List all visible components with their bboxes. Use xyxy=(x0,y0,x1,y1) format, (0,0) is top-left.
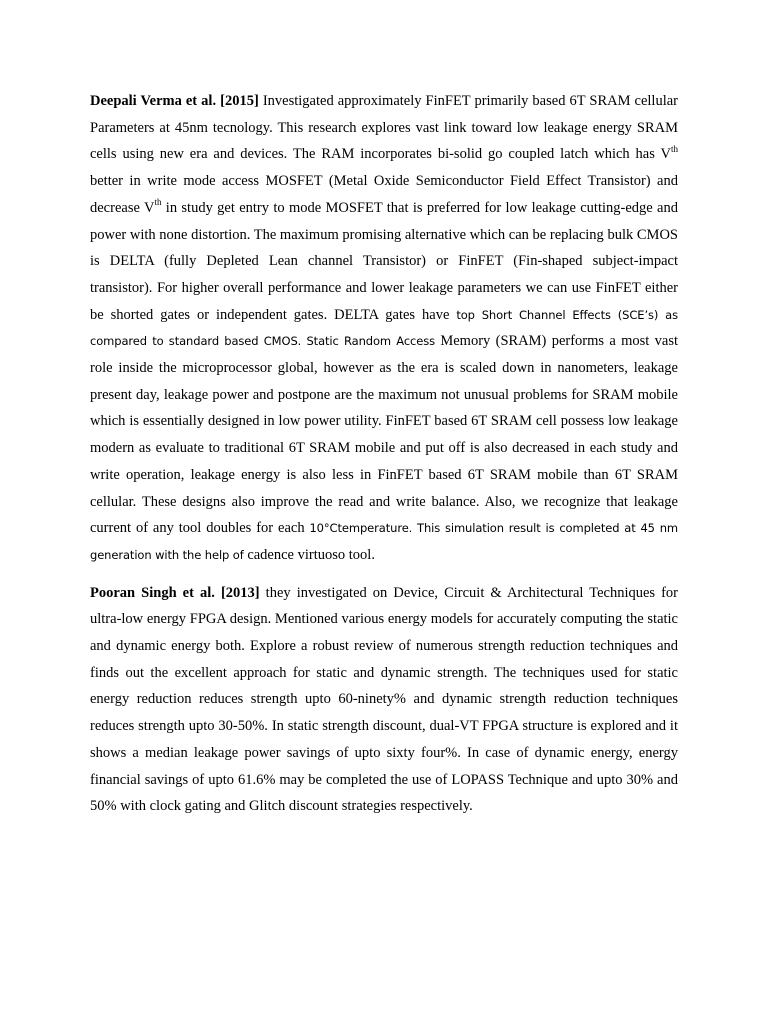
paragraph-singh xyxy=(90,580,678,820)
body-text: Memory (SRAM) performs a most vast role inside the microprocessor global, however as the era is scaled down in nanometers, leakage present day, leakage power and postpone are the maximum not unusual problems for SRAM mobile which is essentially designed in low power utility. FinFET based 6T SRAM cell possess low leakage modern as evaluate to traditional 6T SRAM mobile and put off is also decreased in each study and write operation, leakage energy is also less in FinFET based 6T SRAM mobile than 6T SRAM cellular. These designs also improve the read and write balance. Also, we recognize that leakage current of any tool doubles for each xyxy=(90,333,679,537)
superscript: th xyxy=(670,143,678,154)
body-text: better in write mode access MOSFET (Metal Oxide Semiconductor Field Effect Transistor) and decrease V xyxy=(90,173,678,216)
author-citation: Pooran Singh et al. [2013] xyxy=(90,584,260,601)
body-text-alt-font: top Short Channel Effects (SCE’s) as compared to standard based CMOS. Static Random Access xyxy=(90,307,678,349)
paragraph-verma xyxy=(90,88,678,569)
superscript: th xyxy=(154,196,162,207)
body-text: they investigated on Device, Circuit & Architectural Techniques for ultra-low energy FPGA design. Mentioned various energy models for accurately computing the static and dynamic energy both. Explore a robust review of numerous strength reduction techniques and finds out the excellent approach for static and dynamic strength. The techniques used for static energy reduction reduces strength upto 60-ninety% and dynamic strength reduction techniques reduces strength upto 30-50%. In static strength discount, dual-VT FPGA structure is explored and it shows a median leakage power savings of upto sixty four%. In case of dynamic energy, energy financial savings of upto 61.6% may be completed the use of LOPASS Technique and upto 30% and 50% with clock gating and Glitch discount strategies respectively. xyxy=(90,584,679,815)
body-text-alt-font: 10°Ctemperature. This simulation result is completed at 45 nm generation with the help of xyxy=(90,521,678,562)
document-page xyxy=(90,88,678,820)
author-citation: Deepali Verma et al. [2015] xyxy=(90,93,259,109)
body-text: in study get entry to mode MOSFET that is preferred for low leakage cutting-edge and power with none distortion. The maximum promising alternative which can be replacing bulk CMOS is DELTA (fully Depleted Lean channel Transistor) or FinFET (Fin-shaped subject-impact transistor). For higher overall performance and lower leakage parameters we can use FinFET either be shorted gates or independent gates. DELTA gates have xyxy=(90,199,678,323)
body-text: Investigated approximately FinFET primarily based 6T SRAM cellular Parameters at 45nm tecnology. This research explores vast link toward low leakage energy SRAM cells using new era and devices. The RAM incorporates bi-solid go coupled latch which has V xyxy=(90,93,678,163)
body-text: cadence virtuoso tool. xyxy=(243,546,375,563)
